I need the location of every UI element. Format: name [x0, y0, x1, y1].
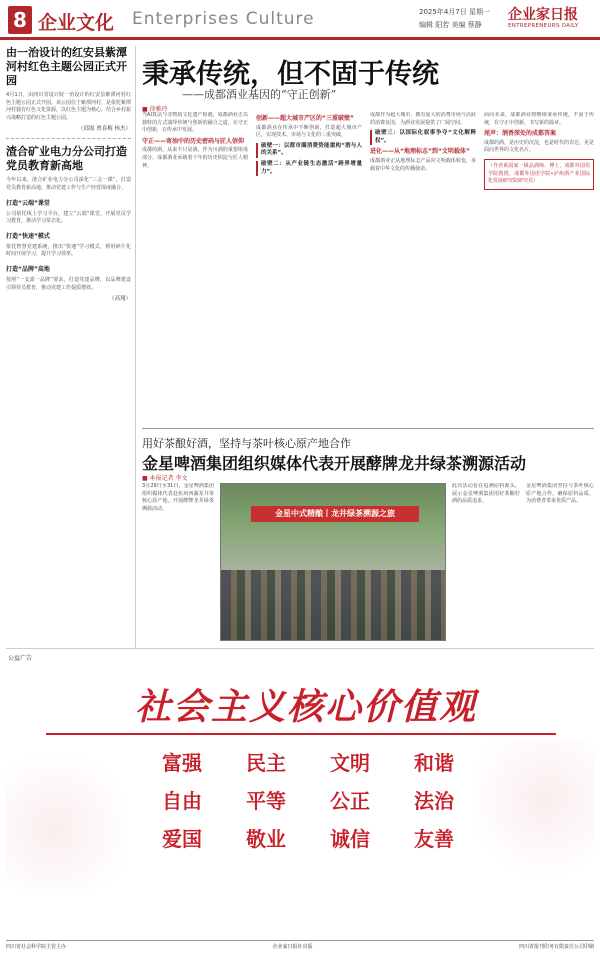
second-story — [142, 428, 594, 648]
ad-label: 公益广告 — [8, 655, 33, 662]
lead-col-1 — [142, 112, 248, 424]
lead-col1-text: 当AI算法与非物质文化遗产相遇，成都酒业正以独特的方式演绎传统与创新的融合之道，在守正中创新，在传承中发展。 — [142, 112, 248, 134]
lead-columns — [142, 112, 594, 424]
lead-col3-body2: 成都酒业正从地理标志产品向文明载体转变，承载着中华文化的传播使命。 — [370, 157, 476, 172]
story1-body: 4月1日，由四川省设计院一治设计的红安县紫潭河村红色主题公园正式开园。该公园位于紫潭河村，是依托紫潭河村独有红色文化资源，以红色主题为核心，结合乡村振兴战略打造的红色主题公园。 — [6, 92, 132, 121]
story2-author: ■ 本报记者 李文 — [142, 475, 188, 482]
story2-col-1: 3月29日至31日，金星啤酒集团组织媒体代表赴杭州西湖龙井茶核心原产地，开展酵牌龙井绿茶溯源活动。 — [142, 483, 214, 512]
value-item: 爱国 — [162, 827, 202, 851]
values-row — [148, 825, 468, 853]
section-title-en: Enterprises Culture — [132, 9, 315, 29]
value-item: 文明 — [330, 751, 370, 775]
story2-body: 今年以来，渣合矿业电力分公司深化“三会一课”，打造党员教育新高地，推动党建工作与生产经营深度融合。 — [6, 177, 131, 191]
lead-col3-box: 破壁三：以国际化叙事争夺“文化解释权”。 — [370, 130, 476, 145]
value-item: 富强 — [162, 751, 202, 775]
story2-sub1: 打造“云端”课堂 — [6, 199, 50, 207]
value-item: 公正 — [330, 789, 370, 813]
story1-byline: （邱霞 贾春梅 杨杰） — [78, 126, 131, 133]
value-item: 民主 — [246, 751, 286, 775]
story2-body1: 公司依托线上学习平台，建立“云端”课堂，开展党员学习教育，推动学习常态化。 — [6, 210, 131, 225]
story1-title: 由一治设计的红安县紫潭河村红色主题公园正式开园 — [6, 46, 127, 87]
divider — [6, 138, 131, 139]
lead-col-4 — [484, 112, 594, 424]
lead-col4-sub: 尾声：酒香深处的成都答案 — [484, 130, 557, 138]
value-item: 诚信 — [330, 827, 370, 851]
values-row — [148, 787, 468, 815]
public-service-ad — [6, 648, 594, 910]
lead-title: 秉承传统，但不固于传统 — [142, 59, 439, 90]
footer-mid: 企业家日报社出版 — [272, 944, 313, 950]
editors: 编辑 阳若 美编 蔡静 — [419, 21, 482, 29]
lead-story — [142, 46, 594, 424]
lead-col2-sub: 创新——超大城市产区的“三重破壁” — [256, 115, 354, 122]
story2-title: 渣合矿业电力分公司打造党员教育新高地 — [6, 145, 127, 173]
story2-col-3: 此次活动旨在追溯原料源头，展示金星啤酒集团用好茶酿好酒的品质追求。 — [452, 483, 520, 505]
story2-kicker: 用好茶酿好酒，坚持与茶叶核心原产地合作 — [142, 437, 351, 450]
section-title: 企业文化 — [38, 12, 115, 34]
page-number: 8 — [8, 6, 32, 34]
lead-col4-body: 面向未来，成都酒业将继续秉承传统，不固于传统，在守正中创新，书写新的篇章。 — [484, 112, 594, 126]
footer-left: 四川省社会科学院主管主办 — [6, 944, 67, 950]
value-item: 敬业 — [246, 827, 286, 851]
page-header — [0, 0, 600, 40]
photo-banner: 金星中式精酿丨龙井绿茶溯源之旅 — [251, 506, 419, 522]
story2-byline: （高翔） — [108, 296, 131, 303]
value-item: 友善 — [414, 827, 454, 851]
page-footer — [6, 940, 594, 952]
lead-col-2 — [256, 112, 362, 424]
lead-col3-sub: 进化——从“地理标志”到“文明载体” — [370, 148, 470, 156]
ad-decoration-left — [6, 739, 126, 889]
lead-col4-body2: 成都的酒，是历史的沉淀，也是时代的表达，更是面向世界的文化名片。 — [484, 139, 594, 154]
value-item: 平等 — [246, 789, 286, 813]
story2-col-4: 金星啤酒集团坚持与茶叶核心原产地合作，确保原料品质，为消费者带来优质产品。 — [526, 483, 594, 505]
story2-headline: 金星啤酒集团组织媒体代表开展酵牌龙井绿茶溯源活动 — [142, 454, 527, 473]
lead-col2-box2: 破壁二：从产业链生态激活“跨界增量力”。 — [256, 161, 362, 176]
lead-col-3 — [370, 112, 476, 424]
photo-people — [221, 570, 445, 640]
ad-decoration-right — [474, 739, 594, 889]
lead-col1-body: 成都的酒，从来不只是酒。作为川酒的重要组成部分，成都酒业承载着千年的历史积淀与匠人精神。 — [142, 147, 248, 169]
issue-date: 2025年4月7日 星期一 — [419, 8, 490, 16]
story2-photo — [220, 483, 446, 641]
masthead-en: ENTREPRENEURS DAILY — [508, 23, 579, 29]
story2-body2: 依托智慧党建系统，推出“快速”学习模式，利用碎片化时间开展学习，提升学习效率。 — [6, 243, 131, 258]
ad-title: 社会主义核心价值观 — [134, 686, 477, 728]
values-row — [148, 749, 468, 777]
story2-sub3: 打造“品牌”高地 — [6, 265, 50, 273]
ad-divider — [46, 733, 556, 735]
lead-col2-body: 成都酒业在传承中不断创新，打造超大城市产区，实现技术、市场与文化的三重突破。 — [256, 124, 362, 139]
story2-body3: 按照“一支部一品牌”要求，打造党建品牌，以品牌建设引领党员教育，推动党建工作提质增效。 — [6, 276, 131, 291]
lead-col2-box: 破壁一：以都市圈消费势能重构“酒与人的关系”。 — [256, 143, 362, 158]
author-note: （作者系国家一级品酒师、博士，成都外国语学院教授，成都外国语学院•泸州酒产业国际化发展研究院研究员） — [484, 159, 594, 190]
lead-subtitle: ——成都酒业基因的“守正创新” — [182, 88, 337, 101]
story2-sub2: 打造“快速”模式 — [6, 232, 50, 240]
core-values — [148, 749, 468, 863]
lead-col1-sub: 守正——寄浊中的历史密码与匠人信仰 — [142, 137, 245, 145]
masthead-logo: 企业家日报 — [508, 7, 578, 23]
value-item: 自由 — [162, 789, 202, 813]
footer-right: 四川省报刊印务有限责任公司印刷 — [518, 944, 594, 950]
lead-col3-body: 成都作为超大城市，拥有庞大的消费市场与活跃的消费氛围，为酒业发展提供了广阔空间。 — [370, 112, 476, 126]
value-item: 法治 — [414, 789, 454, 813]
value-item: 和谐 — [414, 751, 454, 775]
lead-author: ■ 徐雅玲 — [142, 106, 168, 113]
